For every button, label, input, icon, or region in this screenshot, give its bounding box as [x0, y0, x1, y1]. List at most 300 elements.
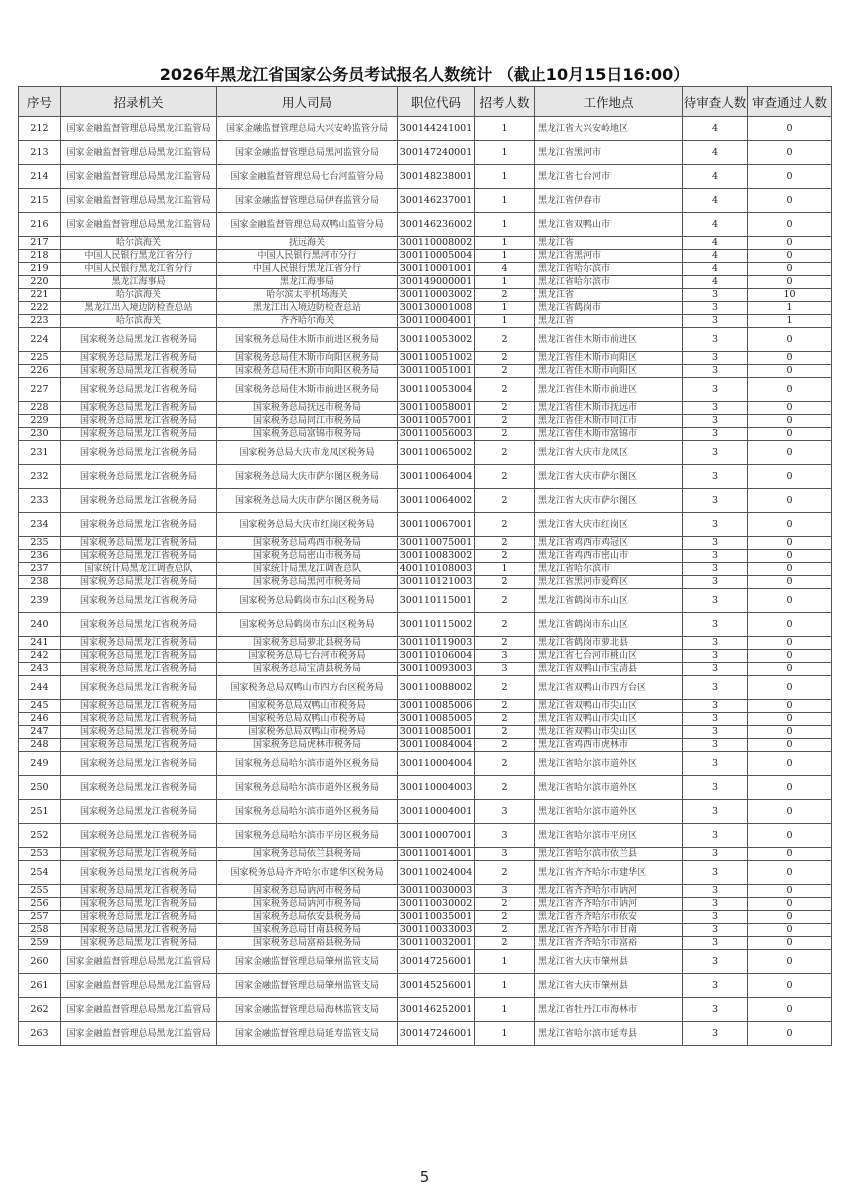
cell-quota: 2: [475, 726, 535, 739]
cell-pending-review: 3: [683, 415, 748, 428]
cell-pending-review: 3: [683, 739, 748, 752]
cell-pending-review: 3: [683, 713, 748, 726]
cell-pending-review: 3: [683, 315, 748, 328]
cell-quota: 3: [475, 885, 535, 898]
cell-position-code: 300110035001: [398, 911, 475, 924]
column-header-index: 序号: [19, 87, 61, 117]
cell-approved: 0: [748, 713, 832, 726]
cell-quota: 2: [475, 328, 535, 352]
cell-index: 258: [19, 924, 61, 937]
cell-work-location: 黑龙江省大庆市肇州县: [535, 950, 683, 974]
cell-approved: 0: [748, 237, 832, 250]
cell-employing-department: 国家税务总局双鸭山市税务局: [217, 713, 398, 726]
cell-quota: 3: [475, 650, 535, 663]
table-row: [19, 237, 832, 250]
cell-employing-department: 国家税务总局依兰县税务局: [217, 848, 398, 861]
cell-position-code: 300146237001: [398, 189, 475, 213]
cell-approved: 0: [748, 213, 832, 237]
cell-index: 254: [19, 861, 61, 885]
cell-position-code: 300146252001: [398, 998, 475, 1022]
cell-position-code: 300110001001: [398, 263, 475, 276]
cell-work-location: 黑龙江省七台河市: [535, 165, 683, 189]
cell-quota: 3: [475, 848, 535, 861]
column-header-position-code: 职位代码: [398, 87, 475, 117]
cell-quota: 2: [475, 402, 535, 415]
cell-approved: 0: [748, 165, 832, 189]
cell-index: 216: [19, 213, 61, 237]
table-row: [19, 352, 832, 365]
cell-index: 238: [19, 576, 61, 589]
cell-position-code: 300147240001: [398, 141, 475, 165]
cell-index: 235: [19, 537, 61, 550]
cell-recruiting-agency: 中国人民银行黑龙江省分行: [61, 250, 217, 263]
cell-work-location: 黑龙江省大庆市龙凤区: [535, 441, 683, 465]
cell-quota: 2: [475, 378, 535, 402]
table-row: [19, 415, 832, 428]
cell-position-code: 300110004004: [398, 752, 475, 776]
cell-work-location: 黑龙江省齐齐哈尔市讷河: [535, 885, 683, 898]
cell-work-location: 黑龙江省哈尔滨市平房区: [535, 824, 683, 848]
table-row: [19, 117, 832, 141]
cell-pending-review: 4: [683, 263, 748, 276]
cell-position-code: 300110005004: [398, 250, 475, 263]
table-row: [19, 885, 832, 898]
cell-employing-department: 国家税务总局依安县税务局: [217, 911, 398, 924]
cell-recruiting-agency: 国家税务总局黑龙江省税务局: [61, 537, 217, 550]
cell-quota: 2: [475, 576, 535, 589]
cell-quota: 2: [475, 537, 535, 550]
cell-employing-department: 国家金融监督管理总局双鸭山监管分局: [217, 213, 398, 237]
cell-work-location: 黑龙江省佳木斯市前进区: [535, 378, 683, 402]
cell-work-location: 黑龙江省双鸭山市四方台区: [535, 676, 683, 700]
cell-work-location: 黑龙江省齐齐哈尔市富裕: [535, 937, 683, 950]
cell-pending-review: 3: [683, 489, 748, 513]
cell-approved: 0: [748, 141, 832, 165]
cell-employing-department: 国家税务总局哈尔滨市道外区税务局: [217, 800, 398, 824]
cell-index: 225: [19, 352, 61, 365]
cell-employing-department: 国家税务总局双鸭山市四方台区税务局: [217, 676, 398, 700]
cell-position-code: 300130001008: [398, 302, 475, 315]
cell-work-location: 黑龙江省鸡西市密山市: [535, 550, 683, 563]
cell-index: 260: [19, 950, 61, 974]
table-row: [19, 911, 832, 924]
cell-quota: 1: [475, 974, 535, 998]
table-row: [19, 328, 832, 352]
cell-pending-review: 3: [683, 637, 748, 650]
cell-approved: 0: [748, 563, 832, 576]
cell-work-location: 黑龙江省双鸭山市: [535, 213, 683, 237]
table-row: [19, 263, 832, 276]
table-row: [19, 365, 832, 378]
cell-employing-department: 国家金融监督管理总局七台河监管分局: [217, 165, 398, 189]
cell-work-location: 黑龙江省双鸭山市宝清县: [535, 663, 683, 676]
cell-index: 236: [19, 550, 61, 563]
table-row: [19, 824, 832, 848]
cell-recruiting-agency: 国家金融监督管理总局黑龙江监管局: [61, 1022, 217, 1046]
cell-index: 234: [19, 513, 61, 537]
cell-employing-department: 国家税务总局哈尔滨市道外区税务局: [217, 776, 398, 800]
table-row: [19, 428, 832, 441]
cell-quota: 2: [475, 441, 535, 465]
cell-approved: 0: [748, 663, 832, 676]
cell-pending-review: 3: [683, 537, 748, 550]
cell-recruiting-agency: 哈尔滨海关: [61, 237, 217, 250]
cell-approved: 0: [748, 898, 832, 911]
cell-position-code: 300110004001: [398, 315, 475, 328]
cell-approved: 0: [748, 861, 832, 885]
cell-pending-review: 3: [683, 352, 748, 365]
cell-work-location: 黑龙江省大庆市萨尔图区: [535, 489, 683, 513]
cell-position-code: 300110014001: [398, 848, 475, 861]
cell-work-location: 黑龙江省佳木斯市向阳区: [535, 352, 683, 365]
cell-approved: 1: [748, 302, 832, 315]
cell-employing-department: 国家金融监督管理总局伊春监管分局: [217, 189, 398, 213]
cell-recruiting-agency: 国家金融监督管理总局黑龙江监管局: [61, 189, 217, 213]
cell-recruiting-agency: 国家税务总局黑龙江省税务局: [61, 885, 217, 898]
table-body: [19, 117, 832, 1046]
cell-work-location: 黑龙江省鹤岗市东山区: [535, 613, 683, 637]
cell-index: 262: [19, 998, 61, 1022]
cell-employing-department: 国家税务总局黑河市税务局: [217, 576, 398, 589]
cell-index: 227: [19, 378, 61, 402]
cell-position-code: 300145256001: [398, 974, 475, 998]
cell-approved: 0: [748, 465, 832, 489]
cell-position-code: 300110064004: [398, 465, 475, 489]
registration-stats-table: [18, 86, 832, 1046]
cell-index: 243: [19, 663, 61, 676]
cell-position-code: 300146236002: [398, 213, 475, 237]
cell-pending-review: 3: [683, 302, 748, 315]
cell-work-location: 黑龙江省大兴安岭地区: [535, 117, 683, 141]
cell-approved: 0: [748, 441, 832, 465]
cell-pending-review: 3: [683, 378, 748, 402]
cell-recruiting-agency: 国家税务总局黑龙江省税务局: [61, 650, 217, 663]
cell-quota: 1: [475, 1022, 535, 1046]
cell-pending-review: 3: [683, 402, 748, 415]
cell-index: 250: [19, 776, 61, 800]
table-row: [19, 402, 832, 415]
table-row: [19, 563, 832, 576]
table-row: [19, 213, 832, 237]
cell-position-code: 300110085006: [398, 700, 475, 713]
cell-work-location: 黑龙江省鸡西市虎林市: [535, 739, 683, 752]
cell-position-code: 300110030003: [398, 885, 475, 898]
cell-employing-department: 国家税务总局佳木斯市向阳区税务局: [217, 365, 398, 378]
cell-quota: 2: [475, 752, 535, 776]
cell-quota: 1: [475, 237, 535, 250]
cell-recruiting-agency: 国家税务总局黑龙江省税务局: [61, 713, 217, 726]
cell-approved: 0: [748, 752, 832, 776]
cell-approved: 0: [748, 1022, 832, 1046]
cell-approved: 10: [748, 289, 832, 302]
cell-approved: 0: [748, 776, 832, 800]
cell-recruiting-agency: 国家金融监督管理总局黑龙江监管局: [61, 213, 217, 237]
cell-position-code: 300147246001: [398, 1022, 475, 1046]
table-row: [19, 1022, 832, 1046]
cell-approved: 0: [748, 378, 832, 402]
cell-pending-review: 4: [683, 141, 748, 165]
cell-work-location: 黑龙江省哈尔滨市: [535, 276, 683, 289]
cell-pending-review: 3: [683, 974, 748, 998]
cell-position-code: 300110083002: [398, 550, 475, 563]
cell-work-location: 黑龙江省黑河市: [535, 141, 683, 165]
cell-approved: 0: [748, 428, 832, 441]
cell-quota: 2: [475, 700, 535, 713]
cell-employing-department: 国家税务总局鹤岗市东山区税务局: [217, 613, 398, 637]
cell-employing-department: 国家税务总局鸡西市税务局: [217, 537, 398, 550]
cell-recruiting-agency: 国家税务总局黑龙江省税务局: [61, 752, 217, 776]
cell-pending-review: 3: [683, 613, 748, 637]
cell-work-location: 黑龙江省伊春市: [535, 189, 683, 213]
cell-approved: 0: [748, 924, 832, 937]
cell-recruiting-agency: 黑龙江出入境边防检查总站: [61, 302, 217, 315]
cell-index: 232: [19, 465, 61, 489]
cell-employing-department: 国家税务总局双鸭山市税务局: [217, 700, 398, 713]
cell-employing-department: 国家税务总局哈尔滨市平房区税务局: [217, 824, 398, 848]
cell-recruiting-agency: 国家税务总局黑龙江省税务局: [61, 378, 217, 402]
cell-work-location: 黑龙江省鹤岗市: [535, 302, 683, 315]
table-row: [19, 250, 832, 263]
cell-index: 233: [19, 489, 61, 513]
table-row: [19, 165, 832, 189]
cell-index: 259: [19, 937, 61, 950]
cell-quota: 1: [475, 950, 535, 974]
cell-quota: 2: [475, 637, 535, 650]
cell-approved: 0: [748, 824, 832, 848]
cell-quota: 2: [475, 415, 535, 428]
cell-recruiting-agency: 国家金融监督管理总局黑龙江监管局: [61, 998, 217, 1022]
cell-employing-department: 国家税务总局佳木斯市前进区税务局: [217, 328, 398, 352]
table-row: [19, 739, 832, 752]
cell-index: 242: [19, 650, 61, 663]
cell-quota: 1: [475, 276, 535, 289]
cell-employing-department: 国家税务总局大庆市萨尔图区税务局: [217, 465, 398, 489]
cell-employing-department: 国家金融监督管理总局肇州监管支局: [217, 974, 398, 998]
cell-recruiting-agency: 国家税务总局黑龙江省税务局: [61, 800, 217, 824]
cell-approved: 0: [748, 550, 832, 563]
cell-recruiting-agency: 国家税务总局黑龙江省税务局: [61, 428, 217, 441]
table-row: [19, 937, 832, 950]
table-row: [19, 441, 832, 465]
cell-approved: 0: [748, 276, 832, 289]
page-number: 5: [419, 1168, 430, 1186]
cell-approved: 0: [748, 848, 832, 861]
cell-recruiting-agency: 国家税务总局黑龙江省税务局: [61, 937, 217, 950]
column-header-recruiting-agency: 招录机关: [61, 87, 217, 117]
cell-index: 249: [19, 752, 61, 776]
cell-employing-department: 国家税务总局双鸭山市税务局: [217, 726, 398, 739]
cell-position-code: 300110057001: [398, 415, 475, 428]
cell-index: 251: [19, 800, 61, 824]
cell-quota: 2: [475, 550, 535, 563]
cell-index: 244: [19, 676, 61, 700]
cell-recruiting-agency: 国家税务总局黑龙江省税务局: [61, 663, 217, 676]
cell-recruiting-agency: 国家金融监督管理总局黑龙江监管局: [61, 165, 217, 189]
cell-index: 229: [19, 415, 61, 428]
cell-employing-department: 国家税务总局富裕县税务局: [217, 937, 398, 950]
cell-pending-review: 4: [683, 276, 748, 289]
cell-employing-department: 国家税务总局讷河市税务局: [217, 898, 398, 911]
cell-index: 221: [19, 289, 61, 302]
cell-quota: 2: [475, 365, 535, 378]
cell-index: 220: [19, 276, 61, 289]
cell-work-location: 黑龙江省佳木斯市富锦市: [535, 428, 683, 441]
cell-quota: 1: [475, 998, 535, 1022]
table-row: [19, 513, 832, 537]
table-row: [19, 589, 832, 613]
cell-recruiting-agency: 国家税务总局黑龙江省税务局: [61, 861, 217, 885]
cell-pending-review: 3: [683, 950, 748, 974]
cell-quota: 4: [475, 263, 535, 276]
cell-approved: 0: [748, 613, 832, 637]
cell-position-code: 300147256001: [398, 950, 475, 974]
cell-position-code: 300110084004: [398, 739, 475, 752]
cell-pending-review: 3: [683, 513, 748, 537]
cell-pending-review: 3: [683, 550, 748, 563]
cell-position-code: 300110119003: [398, 637, 475, 650]
cell-employing-department: 齐齐哈尔海关: [217, 315, 398, 328]
cell-recruiting-agency: 国家金融监督管理总局黑龙江监管局: [61, 117, 217, 141]
table-row: [19, 378, 832, 402]
cell-approved: 0: [748, 352, 832, 365]
cell-work-location: 黑龙江省: [535, 315, 683, 328]
cell-work-location: 黑龙江省鹤岗市东山区: [535, 589, 683, 613]
cell-recruiting-agency: 国家税务总局黑龙江省税务局: [61, 441, 217, 465]
cell-recruiting-agency: 哈尔滨海关: [61, 289, 217, 302]
cell-position-code: 300110033003: [398, 924, 475, 937]
cell-index: 241: [19, 637, 61, 650]
cell-recruiting-agency: 国家税务总局黑龙江省税务局: [61, 489, 217, 513]
table-row: [19, 752, 832, 776]
cell-work-location: 黑龙江省哈尔滨市道外区: [535, 800, 683, 824]
cell-work-location: 黑龙江省双鸭山市尖山区: [535, 726, 683, 739]
cell-index: 246: [19, 713, 61, 726]
table-row: [19, 276, 832, 289]
cell-quota: 2: [475, 465, 535, 489]
cell-recruiting-agency: 国家税务总局黑龙江省税务局: [61, 352, 217, 365]
cell-approved: 0: [748, 974, 832, 998]
cell-quota: 1: [475, 315, 535, 328]
cell-pending-review: 3: [683, 898, 748, 911]
table-row: [19, 898, 832, 911]
cell-work-location: 黑龙江省鹤岗市萝北县: [535, 637, 683, 650]
table-row: [19, 489, 832, 513]
cell-position-code: 300110032001: [398, 937, 475, 950]
cell-recruiting-agency: 哈尔滨海关: [61, 315, 217, 328]
cell-index: 256: [19, 898, 61, 911]
cell-work-location: 黑龙江省哈尔滨市: [535, 563, 683, 576]
cell-index: 213: [19, 141, 61, 165]
cell-recruiting-agency: 国家税务总局黑龙江省税务局: [61, 911, 217, 924]
cell-work-location: 黑龙江省佳木斯市向阳区: [535, 365, 683, 378]
cell-pending-review: 3: [683, 663, 748, 676]
cell-approved: 0: [748, 637, 832, 650]
cell-approved: 0: [748, 117, 832, 141]
cell-recruiting-agency: 国家税务总局黑龙江省税务局: [61, 776, 217, 800]
cell-work-location: 黑龙江省大庆市红岗区: [535, 513, 683, 537]
cell-position-code: 300110058001: [398, 402, 475, 415]
cell-quota: 2: [475, 713, 535, 726]
cell-index: 219: [19, 263, 61, 276]
cell-work-location: 黑龙江省齐齐哈尔市讷河: [535, 898, 683, 911]
cell-employing-department: 国家税务总局宝清县税务局: [217, 663, 398, 676]
cell-position-code: 300110106004: [398, 650, 475, 663]
cell-pending-review: 3: [683, 328, 748, 352]
cell-employing-department: 国家税务总局密山市税务局: [217, 550, 398, 563]
cell-work-location: 黑龙江省哈尔滨市依兰县: [535, 848, 683, 861]
cell-work-location: 黑龙江省哈尔滨市: [535, 263, 683, 276]
cell-work-location: 黑龙江省七台河市桃山区: [535, 650, 683, 663]
table-row: [19, 713, 832, 726]
cell-pending-review: 3: [683, 676, 748, 700]
cell-pending-review: 3: [683, 776, 748, 800]
cell-position-code: 300110115001: [398, 589, 475, 613]
table-row: [19, 650, 832, 663]
cell-recruiting-agency: 国家金融监督管理总局黑龙江监管局: [61, 974, 217, 998]
cell-employing-department: 国家金融监督管理总局海林监管支局: [217, 998, 398, 1022]
column-header-work-location: 工作地点: [535, 87, 683, 117]
cell-position-code: 300110008002: [398, 237, 475, 250]
column-header-approved: 审查通过人数: [748, 87, 832, 117]
cell-approved: 0: [748, 676, 832, 700]
cell-employing-department: 中国人民银行黑河市分行: [217, 250, 398, 263]
cell-recruiting-agency: 国家税务总局黑龙江省税务局: [61, 676, 217, 700]
cell-position-code: 300110085005: [398, 713, 475, 726]
cell-employing-department: 国家税务总局抚远市税务局: [217, 402, 398, 415]
cell-recruiting-agency: 国家税务总局黑龙江省税务局: [61, 848, 217, 861]
cell-index: 230: [19, 428, 61, 441]
cell-quota: 2: [475, 676, 535, 700]
cell-position-code: 300110085001: [398, 726, 475, 739]
cell-position-code: 300110053004: [398, 378, 475, 402]
cell-employing-department: 国家税务总局鹤岗市东山区税务局: [217, 589, 398, 613]
cell-recruiting-agency: 国家税务总局黑龙江省税务局: [61, 550, 217, 563]
cell-work-location: 黑龙江省哈尔滨市延寿县: [535, 1022, 683, 1046]
cell-pending-review: 3: [683, 465, 748, 489]
cell-approved: 0: [748, 328, 832, 352]
cell-index: 212: [19, 117, 61, 141]
cell-index: 215: [19, 189, 61, 213]
cell-work-location: 黑龙江省: [535, 289, 683, 302]
cell-index: 247: [19, 726, 61, 739]
cell-pending-review: 3: [683, 289, 748, 302]
cell-pending-review: 3: [683, 911, 748, 924]
cell-position-code: 300144241001: [398, 117, 475, 141]
cell-work-location: 黑龙江省鸡西市鸡冠区: [535, 537, 683, 550]
cell-index: 239: [19, 589, 61, 613]
cell-employing-department: 国家税务总局齐齐哈尔市建华区税务局: [217, 861, 398, 885]
table-row: [19, 726, 832, 739]
cell-position-code: 300110007001: [398, 824, 475, 848]
cell-work-location: 黑龙江省大庆市萨尔图区: [535, 465, 683, 489]
cell-position-code: 300110051001: [398, 365, 475, 378]
cell-pending-review: 3: [683, 998, 748, 1022]
cell-index: 237: [19, 563, 61, 576]
table-row: [19, 613, 832, 637]
cell-recruiting-agency: 国家税务总局黑龙江省税务局: [61, 898, 217, 911]
cell-work-location: 黑龙江省哈尔滨市道外区: [535, 776, 683, 800]
table-header-row: [19, 87, 832, 117]
cell-work-location: 黑龙江省黑河市: [535, 250, 683, 263]
cell-quota: 3: [475, 824, 535, 848]
cell-index: 228: [19, 402, 61, 415]
cell-index: 252: [19, 824, 61, 848]
cell-approved: 0: [748, 263, 832, 276]
cell-employing-department: 国家税务总局哈尔滨市道外区税务局: [217, 752, 398, 776]
cell-employing-department: 哈尔滨太平机场海关: [217, 289, 398, 302]
cell-quota: 2: [475, 924, 535, 937]
cell-employing-department: 国家金融监督管理总局大兴安岭监管分局: [217, 117, 398, 141]
